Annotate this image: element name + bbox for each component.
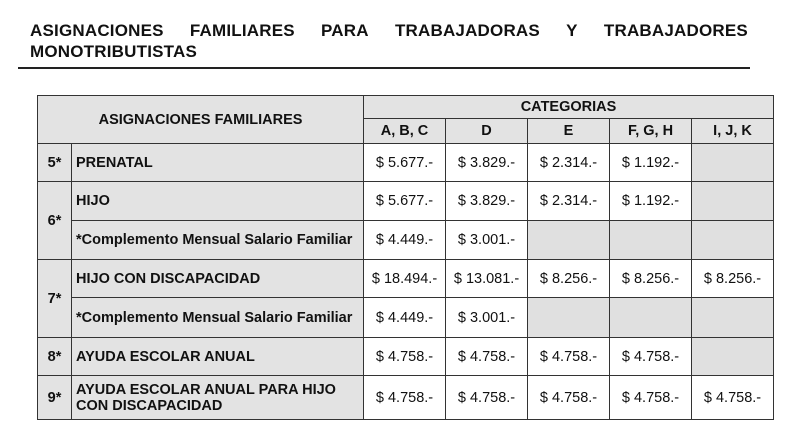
header-categorias: CATEGORIAS: [364, 96, 774, 119]
header-category: D: [446, 119, 528, 144]
empty-cell: [692, 144, 774, 182]
value-cell: $ 4.758.-: [364, 376, 446, 420]
empty-cell: [692, 182, 774, 221]
empty-cell: [528, 221, 610, 260]
header-category: A, B, C: [364, 119, 446, 144]
row-label: [72, 376, 364, 420]
value-cell: $ 2.314.-: [528, 144, 610, 182]
title-line-2: MONOTRIBUTISTAS: [30, 42, 198, 61]
value-cell: $ 5.677.-: [364, 182, 446, 221]
value-cell: $ 4.758.-: [528, 338, 610, 376]
value-cell: $ 4.758.-: [692, 376, 774, 420]
value-cell: $ 4.449.-: [364, 298, 446, 338]
empty-cell: [692, 298, 774, 338]
row-label: HIJO CON DISCAPACIDAD: [72, 260, 364, 298]
document-title: [30, 20, 748, 62]
row-label: HIJO: [72, 182, 364, 221]
value-cell: $ 18.494.-: [364, 260, 446, 298]
value-cell: $ 4.758.-: [610, 338, 692, 376]
row-label: *Complemento Mensual Salario Familiar: [72, 221, 364, 260]
row-number: 8*: [38, 338, 72, 376]
value-cell: $ 4.758.-: [528, 376, 610, 420]
title-underline: [18, 67, 750, 69]
value-cell: $ 5.677.-: [364, 144, 446, 182]
row-number: 6*: [38, 182, 72, 260]
value-cell: $ 1.192.-: [610, 144, 692, 182]
table-row: [38, 376, 774, 420]
row-label: AYUDA ESCOLAR ANUAL: [72, 338, 364, 376]
value-cell: $ 8.256.-: [610, 260, 692, 298]
row-label: PRENATAL: [72, 144, 364, 182]
empty-cell: [610, 298, 692, 338]
value-cell: $ 4.758.-: [446, 338, 528, 376]
row-label-line: AYUDA ESCOLAR ANUAL PARA HIJO: [76, 381, 336, 398]
empty-cell: [610, 221, 692, 260]
empty-cell: [692, 338, 774, 376]
title-line-1: [30, 20, 748, 41]
title-word: TRABAJADORAS: [394, 21, 540, 40]
allowances-table: [37, 95, 774, 420]
table-row: [38, 182, 774, 221]
value-cell: $ 13.081.-: [446, 260, 528, 298]
value-cell: $ 1.192.-: [610, 182, 692, 221]
title-word: Y: [566, 21, 578, 40]
value-cell: $ 3.001.-: [446, 298, 528, 338]
value-cell: $ 3.829.-: [446, 182, 528, 221]
value-cell: $ 4.758.-: [610, 376, 692, 420]
title-word: ASIGNACIONES: [30, 21, 164, 40]
value-cell: $ 3.829.-: [446, 144, 528, 182]
value-cell: $ 4.758.-: [364, 338, 446, 376]
row-number: 9*: [38, 376, 72, 420]
title-word: FAMILIARES: [189, 21, 295, 40]
row-label: *Complemento Mensual Salario Familiar: [72, 298, 364, 338]
value-cell: $ 3.001.-: [446, 221, 528, 260]
row-number: 7*: [38, 260, 72, 338]
table-row: [38, 144, 774, 182]
row-number: 5*: [38, 144, 72, 182]
value-cell: $ 8.256.-: [528, 260, 610, 298]
header-asignaciones: ASIGNACIONES FAMILIARES: [38, 96, 364, 144]
title-word: PARA: [321, 21, 369, 40]
title-word: TRABAJADORES: [603, 21, 748, 40]
table-row: [38, 221, 774, 260]
row-label-line: CON DISCAPACIDAD: [76, 397, 223, 414]
header-category: F, G, H: [610, 119, 692, 144]
table-row: [38, 260, 774, 298]
empty-cell: [528, 298, 610, 338]
header-category: E: [528, 119, 610, 144]
header-category: I, J, K: [692, 119, 774, 144]
empty-cell: [692, 221, 774, 260]
table-row: [38, 298, 774, 338]
value-cell: $ 2.314.-: [528, 182, 610, 221]
table-row: [38, 338, 774, 376]
value-cell: $ 4.758.-: [446, 376, 528, 420]
value-cell: $ 4.449.-: [364, 221, 446, 260]
value-cell: $ 8.256.-: [692, 260, 774, 298]
